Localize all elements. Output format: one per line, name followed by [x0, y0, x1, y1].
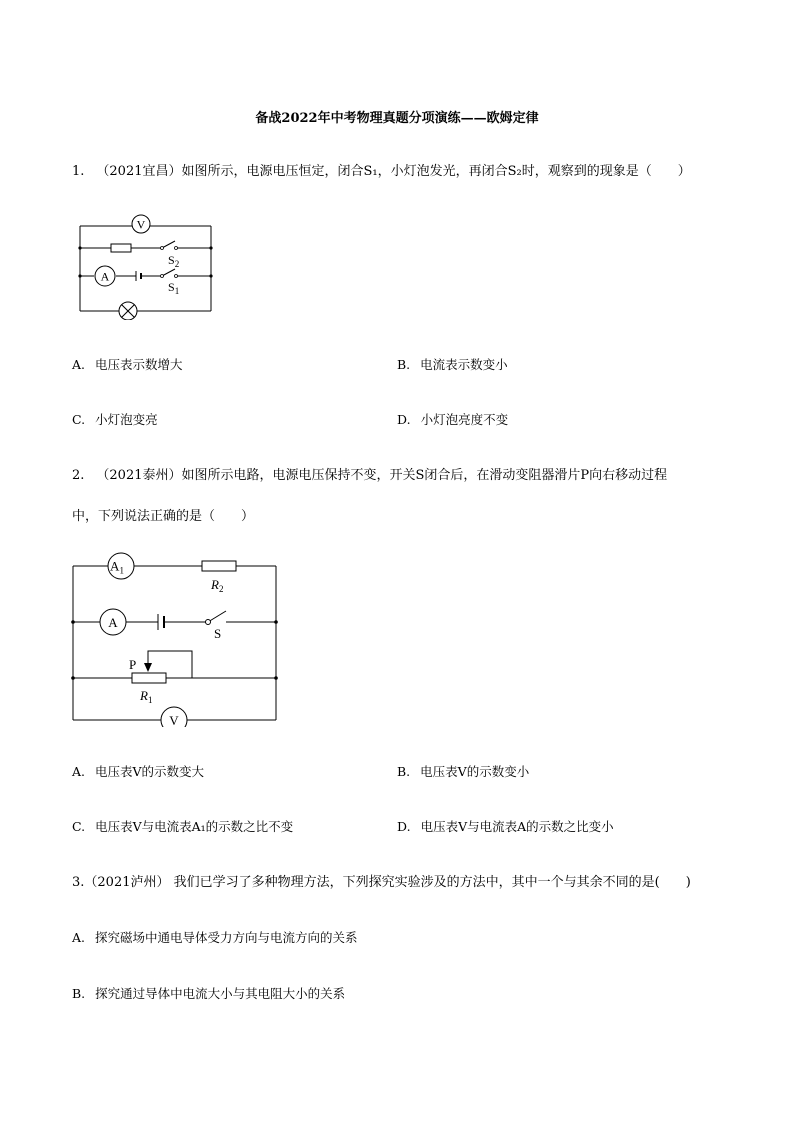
option-b[interactable]: B. 电压表V的示数变小 — [397, 764, 530, 779]
question-number: 1. — [72, 164, 85, 179]
ammeter-a1-symbol — [108, 553, 134, 579]
svg-text:V: V — [136, 217, 146, 232]
question-number: 3. — [72, 875, 85, 890]
option-a[interactable]: A. 电压表示数增大 — [72, 357, 183, 372]
option-a[interactable]: A. 探究磁场中通电导体受力方向与电流方向的关系 — [72, 930, 358, 945]
switch-s-label: S — [214, 626, 222, 641]
svg-text:A: A — [108, 615, 118, 630]
question-1-stem — [72, 165, 691, 178]
page-title: 备战2022年中考物理真题分项演练——欧姆定律 — [255, 111, 539, 126]
question-text: （2021泰州）如图所示电路，电源电压保持不变，开关S闭合后，在滑动变阻器滑片P向右移动过程 — [96, 468, 668, 483]
lamp-symbol — [119, 302, 137, 320]
switch-s1-label: $S_1$ — [168, 280, 180, 296]
question-number: 2. — [72, 468, 85, 483]
question-2-stem-line1 — [72, 469, 667, 482]
option-d[interactable]: D. 电压表V与电流表A的示数之比变小 — [397, 819, 614, 834]
ammeter-symbol — [95, 266, 115, 286]
option-b[interactable]: B. 探究通过导体中电流大小与其电阻大小的关系 — [72, 986, 346, 1001]
svg-text:A: A — [100, 269, 110, 284]
option-a[interactable]: A. 电压表V的示数变大 — [72, 764, 205, 779]
circuit-diagram-1 — [70, 210, 220, 320]
question-2-stem-line2: 中，下列说法正确的是（ ） — [72, 509, 255, 524]
svg-text:A1: $A_1$ — [110, 558, 124, 576]
svg-text:V: V — [169, 713, 179, 727]
switch-s2-label: $S_2$ — [168, 253, 180, 269]
voltmeter-symbol — [132, 215, 150, 233]
question-3-stem — [72, 876, 691, 889]
r1-label: $R_1$ — [140, 688, 153, 705]
option-c[interactable]: C. 小灯泡变亮 — [72, 412, 158, 427]
option-c[interactable]: C. 电压表V与电流表A₁的示数之比不变 — [72, 819, 294, 834]
slider-p-label: P — [129, 657, 137, 672]
circuit-diagram-2 — [68, 552, 283, 727]
option-b[interactable]: B. 电流表示数变小 — [397, 357, 508, 372]
r2-label: $R_2$ — [211, 577, 224, 594]
question-text: （2021宜昌）如图所示，电源电压恒定，闭合S₁，小灯泡发光，再闭合S₂时，观察到的现象是（ ） — [96, 164, 691, 179]
question-text: （2021泸州） 我们已学习了多种物理方法，下列探究实验涉及的方法中，其中一个与其余不同的是( ) — [84, 875, 691, 890]
option-d[interactable]: D. 小灯泡亮度不变 — [397, 412, 509, 427]
ammeter-symbol — [100, 609, 126, 635]
voltmeter-symbol — [161, 707, 187, 727]
